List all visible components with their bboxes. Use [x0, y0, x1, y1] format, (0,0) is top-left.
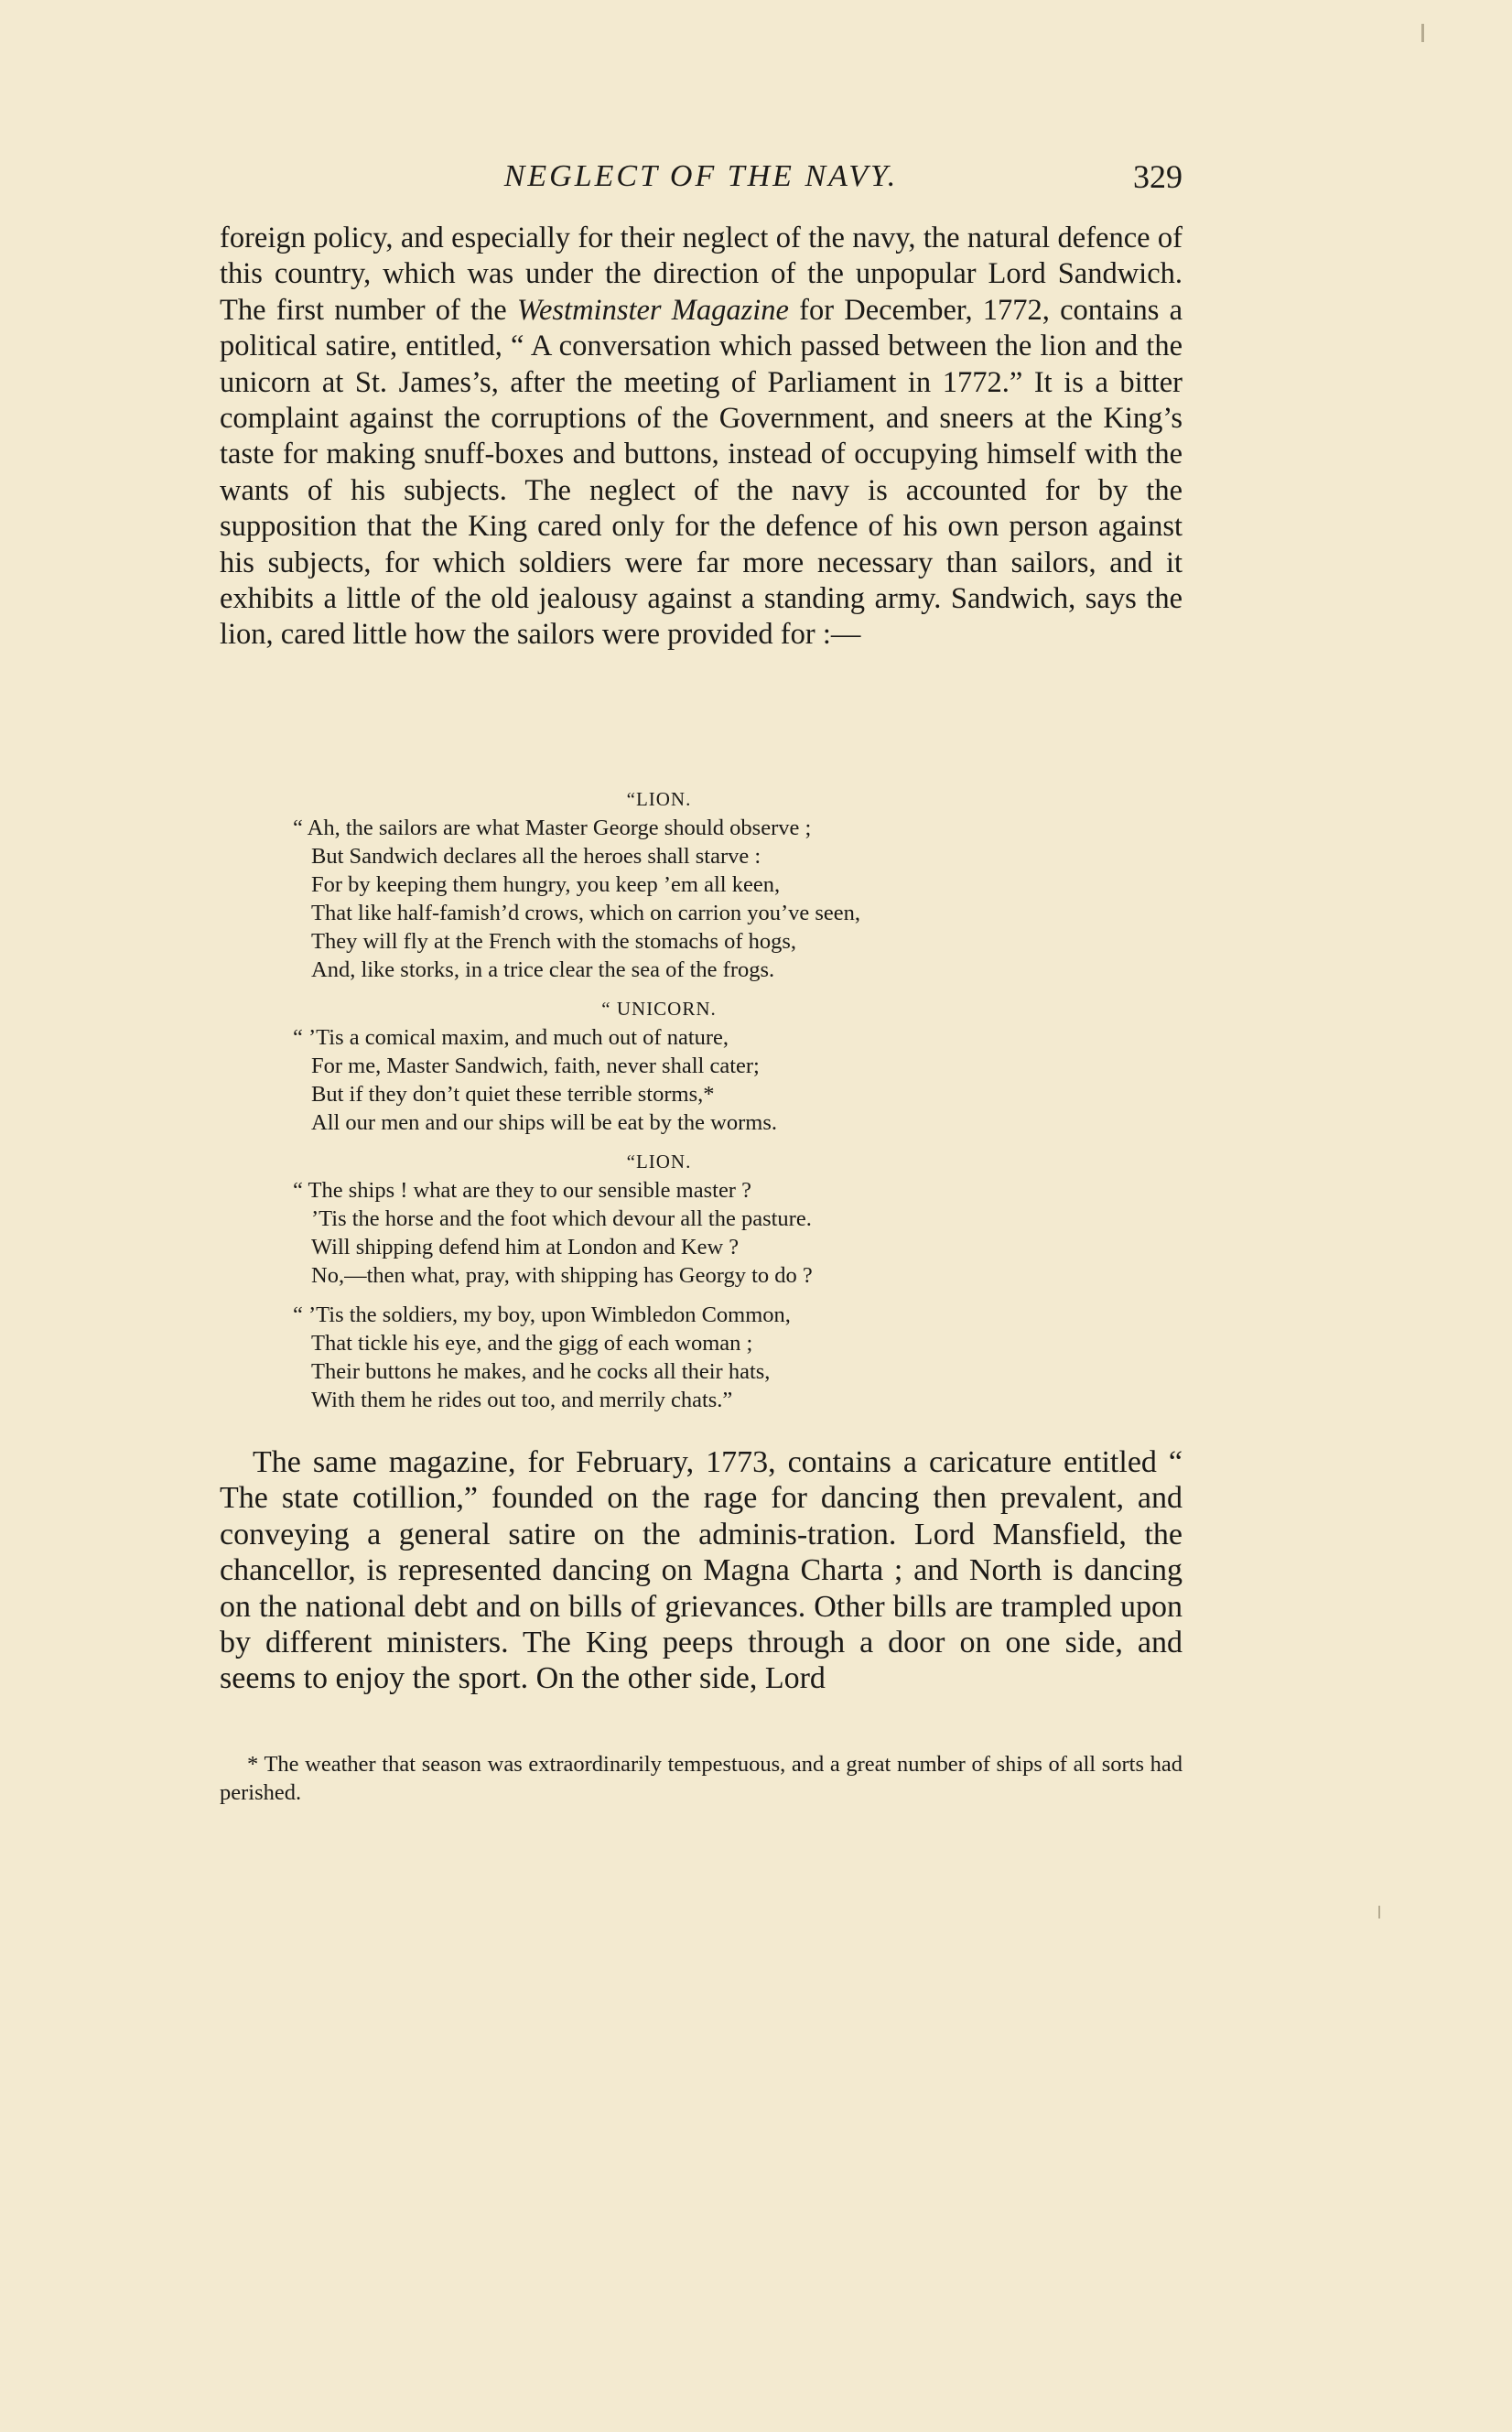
verse-line: And, like storks, in a trice clear the sea of the frogs. [311, 957, 775, 982]
verse-line: Their buttons he makes, and he cocks all their hats, [311, 1359, 771, 1384]
body-paragraph-1 [220, 221, 1183, 654]
verse-line: “ The ships ! what are they to our sensible master ? [293, 1178, 751, 1203]
running-title: NEGLECT OF THE NAVY. [503, 159, 899, 193]
body-paragraph-2: The same magazine, for February, 1773, contains a caricature entitled “ The state cotillion,” founded on the rage for dancing then prevalent, and conveying a general satire on the adminis-tration. Lord Mansfield, the chancellor, is represented dancing on Magna Charta ; and North is dancing on the national debt and on bills of grievances. Other bills are trampled upon by different ministers. The King peeps through a door on one side, and seems to enjoy the sport. On the other side, Lord [220, 1445, 1183, 1696]
verse-line: ’Tis the horse and the foot which devour all the pasture. [311, 1206, 812, 1231]
verse-line: “ ’Tis a comical maxim, and much out of nature, [293, 1025, 729, 1050]
speaker-unicorn: “ UNICORN. [601, 998, 717, 1020]
verse-line: No,—then what, pray, with shipping has Georgy to do ? [311, 1263, 813, 1288]
para1-text-a: foreign policy, and especially for their neglect of the navy, the natural defence of this country, which was under the direction of the unpopular Lord Sandwich. The first number of the [220, 222, 1183, 327]
footnote: * The weather that season was extraordinarily tempestuous, and a great number of ships of all sorts had perished. [220, 1752, 1183, 1805]
poem-stanza-2 [265, 1023, 1089, 1137]
para1-text-b: for December, 1772, contains a political satire, entitled, “ A conversation which passed between the lion and the unicorn at St. James’s, after the meeting of Parliament in 1772.” It is a bitter complaint against the corruptions of the Government, and sneers at the King’s taste for making snuff-boxes and buttons, instead of occupying himself with the wants of his subjects. The neglect of the navy is accounted for by the supposition that the King cared only for the defence of his own person against his subjects, for which soldiers were far more necessary than sailors, and it exhibits a little of the old jealousy against a standing army. Sandwich, says the lion, cared little how the sailors were provided for :— [220, 293, 1183, 652]
speaker-lion: “LION. [626, 1151, 692, 1173]
magazine-title: Westminster Magazine [516, 293, 789, 327]
verse-line: But Sandwich declares all the heroes shall starve : [311, 844, 761, 869]
page-number: 329 [1133, 158, 1183, 195]
verse-line: That like half-famish’d crows, which on carrion you’ve seen, [311, 901, 861, 925]
verse-line: Will shipping defend him at London and Kew ? [311, 1235, 740, 1259]
page-header [220, 154, 1183, 200]
scan-mark [1378, 1906, 1380, 1919]
verse-line: With them he rides out too, and merrily chats.” [311, 1388, 733, 1412]
verse-line: But if they don’t quiet these terrible storms,* [311, 1082, 715, 1107]
verse-line: For by keeping them hungry, you keep ’em all keen, [311, 872, 781, 897]
verse-line: “ ’Tis the soldiers, my boy, upon Wimbledon Common, [293, 1302, 791, 1327]
verse-line: All our men and our ships will be eat by the worms. [311, 1110, 777, 1135]
poem-stanza-4 [265, 1301, 1089, 1414]
scan-mark [1421, 24, 1424, 42]
poem-stanza-3 [265, 1176, 1089, 1290]
verse-line: That tickle his eye, and the gigg of each woman ; [311, 1331, 753, 1356]
speaker-lion: “LION. [626, 788, 692, 810]
poem-stanza-1 [265, 814, 1089, 984]
verse-line: “ Ah, the sailors are what Master George should observe ; [293, 816, 812, 840]
verse-line: They will fly at the French with the stomachs of hogs, [311, 929, 797, 954]
satirical-poem [265, 785, 1089, 1425]
verse-line: For me, Master Sandwich, faith, never shall cater; [311, 1054, 760, 1078]
